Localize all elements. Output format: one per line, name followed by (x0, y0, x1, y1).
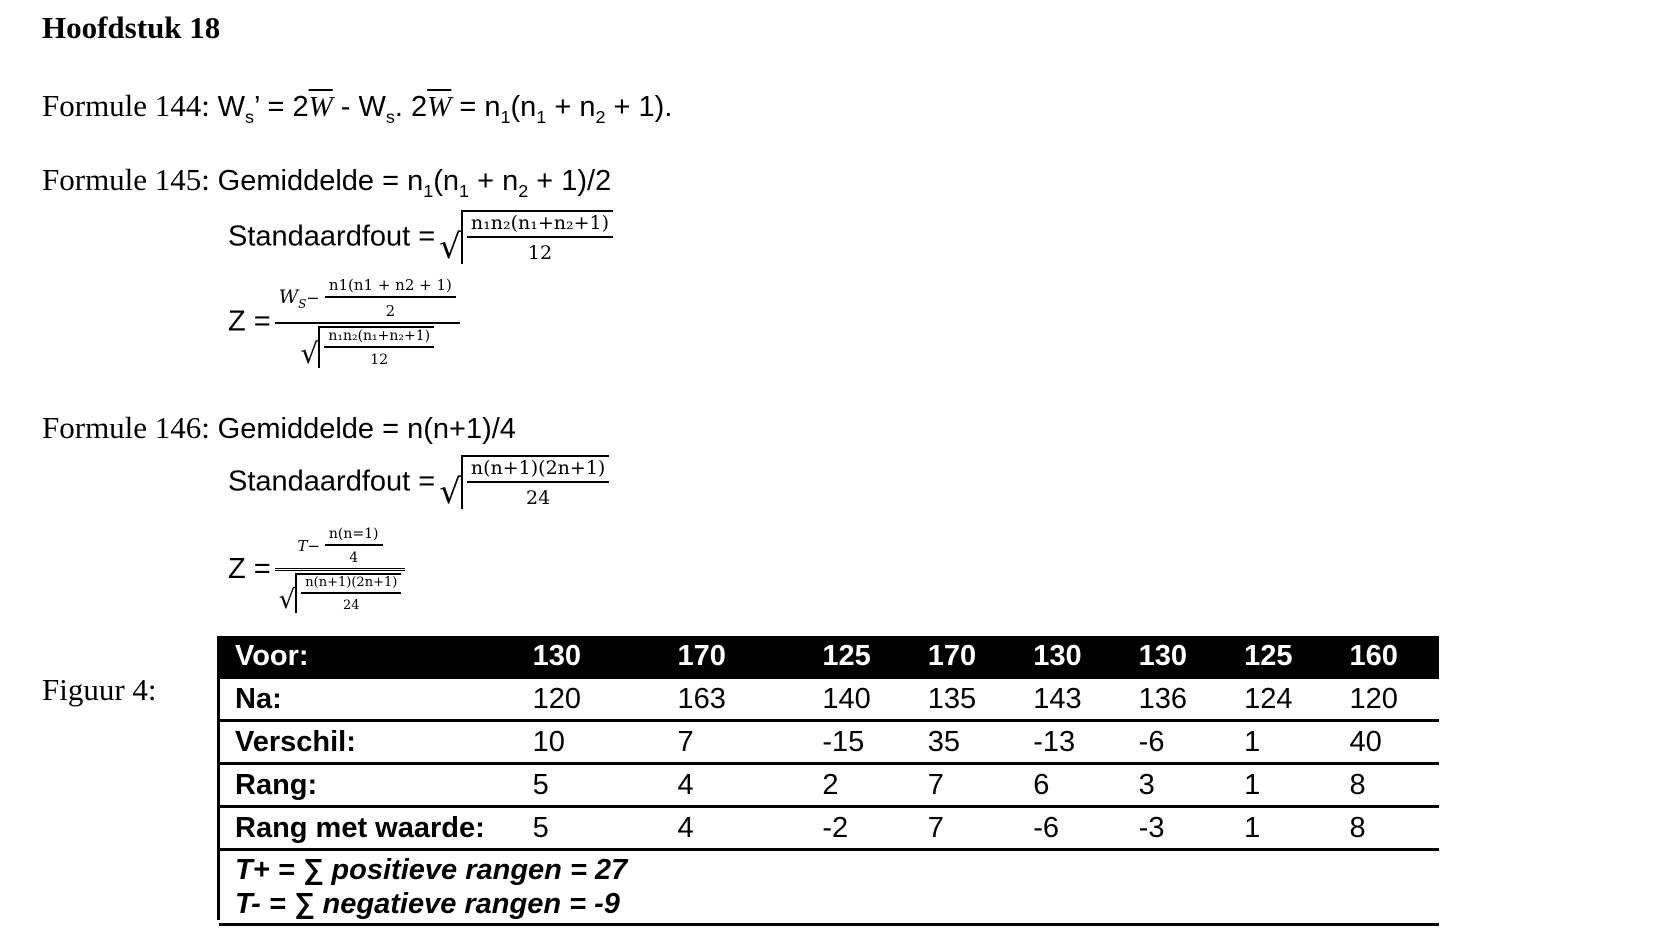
row-label-na: Na: (219, 678, 517, 721)
table-cell: 2 (806, 764, 911, 807)
z-fraction-146: T− $\frac{n(n=1)}{4}$ √ $\frac{n(n+1)(2n+1)}{24}$ (275, 526, 406, 613)
z-label-146: Z = (228, 553, 271, 585)
table-cell: 40 (1334, 721, 1439, 764)
formula-146-label: Formule 146: (42, 410, 210, 445)
formula-146-standard-error (228, 455, 609, 512)
table-cell: 1 (1228, 721, 1333, 764)
table-cell: 1 (1228, 764, 1333, 807)
se-numerator-146: n(n+1)(2n+1) (467, 457, 609, 483)
table-cell: 170 (912, 636, 1017, 678)
table-cell: 1 (1228, 807, 1333, 850)
se-denominator-146: 24 (526, 487, 551, 509)
t-plus-summary: T+ = ∑ positieve rangen = 27 (235, 854, 628, 886)
data-table (219, 636, 1439, 926)
table-cell: -3 (1123, 807, 1228, 850)
square-root: √ $\frac{\text{n₁n₂(n₁+n₂+1)}}{12}$ (439, 210, 613, 264)
formula-144-label: Formule 144: (42, 88, 210, 123)
table-cell: 7 (661, 721, 806, 764)
table-cell: 120 (1334, 678, 1439, 721)
table-cell: 124 (1228, 678, 1333, 721)
table-cell: 130 (1123, 636, 1228, 678)
table-cell: 163 (661, 678, 806, 721)
se-numerator: n₁n₂(n₁+n₂+1) (467, 212, 613, 238)
table-cell: 130 (1017, 636, 1122, 678)
t-minus-summary: T- = ∑ negatieve rangen = -9 (235, 888, 620, 920)
table-cell: 5 (517, 807, 662, 850)
formula-144-expression: $W_s$’ = $2\overline{W} - W_s$. $2\overline{W} = n_1(n_1 + n_2 + 1)$. (217, 91, 673, 127)
table-cell: 125 (806, 636, 911, 678)
standard-error-label: Standaardfout = (228, 220, 436, 253)
table-footer-row (219, 850, 1439, 925)
z-inner-denominator-146: 4 (349, 550, 359, 566)
table-cell: 6 (1017, 764, 1122, 807)
standard-error-label-146: Standaardfout = (228, 465, 436, 498)
row-label-voor: Voor: (219, 636, 517, 678)
table-cell: 3 (1123, 764, 1228, 807)
formula-146 (42, 410, 516, 446)
table-cell: 140 (806, 678, 911, 721)
row-label-rang: Rang: (219, 764, 517, 807)
table-cell: 10 (517, 721, 662, 764)
table-cell: 136 (1123, 678, 1228, 721)
table-row (219, 636, 1439, 678)
table-row (219, 678, 1439, 721)
table-cell: -6 (1123, 721, 1228, 764)
table-cell: -15 (806, 721, 911, 764)
table-row (219, 721, 1439, 764)
formula-146-z (228, 526, 405, 613)
table-row (219, 807, 1439, 850)
row-label-verschil: Verschil: (219, 721, 517, 764)
z-fraction: $W_S-$ $\frac{n1(n1 + n2 + 1)}{2}$ √ $\frac{\text{n₁n₂(n₁+n₂+1)}}{12}$ (275, 276, 460, 368)
table-cell: 35 (912, 721, 1017, 764)
table-cell: 125 (1228, 636, 1333, 678)
chapter-heading: Hoofdstuk 18 (42, 10, 221, 45)
table-cell: -6 (1017, 807, 1122, 850)
table-cell: -2 (806, 807, 911, 850)
table-cell: 4 (661, 764, 806, 807)
table-cell: 8 (1334, 807, 1439, 850)
formula-144 (42, 88, 672, 128)
table-cell: 160 (1334, 636, 1439, 678)
figure-label: Figuur 4: (42, 672, 157, 707)
se-denominator: 12 (527, 242, 553, 264)
table-row (219, 764, 1439, 807)
formula-145 (42, 162, 611, 202)
formula-145-mean: Gemiddelde = $n_1(n_1 + n_2 + 1)/2$ (217, 165, 612, 201)
formula-145-z (228, 276, 460, 368)
z-inner-numerator: n1(n1 + n2 + 1) (325, 276, 456, 298)
table-cell: 7 (912, 807, 1017, 850)
table-cell: 5 (517, 764, 662, 807)
table-footer (219, 850, 1439, 925)
formula-145-standard-error (228, 210, 613, 267)
table-cell: 143 (1017, 678, 1122, 721)
z-label: Z = (228, 305, 271, 338)
square-root-146: √ $\frac{n(n+1)(2n+1)}{24}$ (439, 455, 609, 509)
table-cell: 4 (661, 807, 806, 850)
table-cell: -13 (1017, 721, 1122, 764)
table-cell: 120 (517, 678, 662, 721)
row-label-rang-met-waarde: Rang met waarde: (219, 807, 517, 850)
formula-146-mean: Gemiddelde = n(n+1)/4 (217, 413, 516, 445)
formula-145-label: Formule 145: (42, 162, 210, 197)
table-cell: 170 (661, 636, 806, 678)
z-inner-numerator-146: n(n=1) (325, 526, 383, 546)
z-inner-denominator: 2 (385, 302, 396, 320)
table-cell: 8 (1334, 764, 1439, 807)
table-cell: 135 (912, 678, 1017, 721)
table-cell: 7 (912, 764, 1017, 807)
table-cell: 130 (517, 636, 662, 678)
